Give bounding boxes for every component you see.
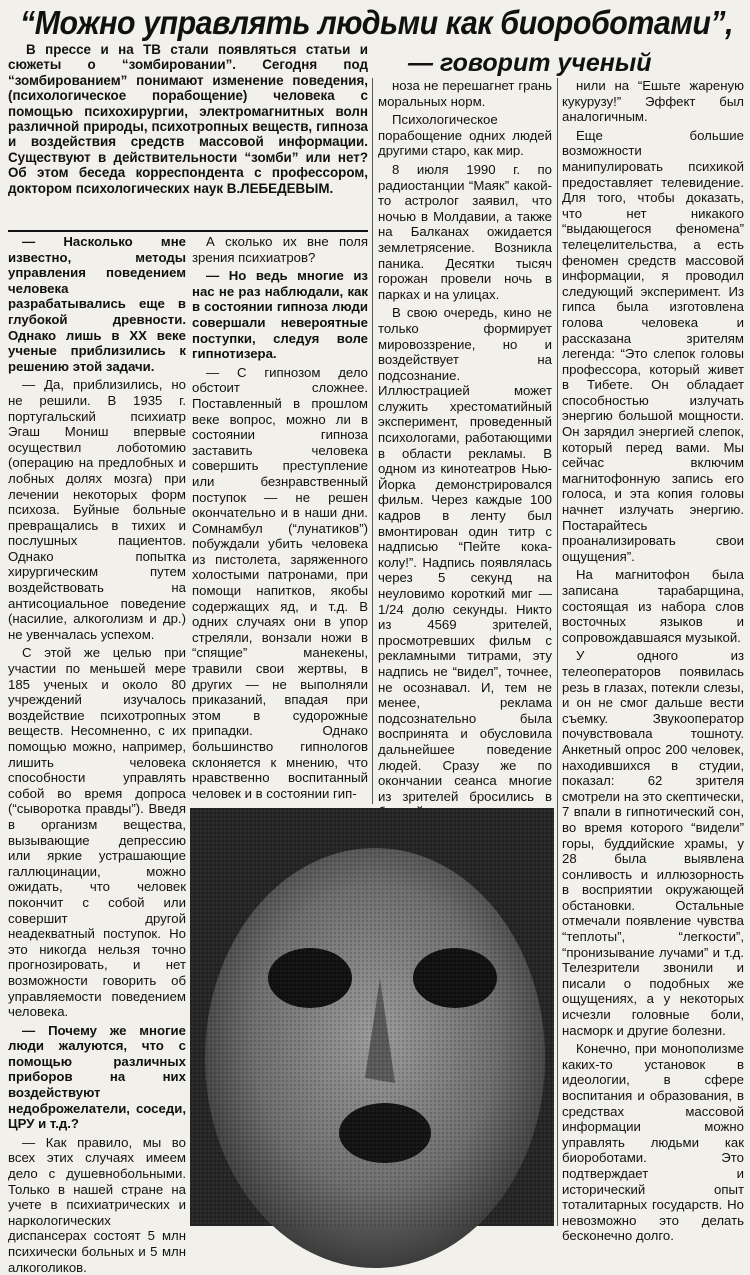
article-subhead: — говорит ученый [408, 49, 652, 77]
body-paragraph: — Да, приблизились, но не решили. В 1935 г. португальский психиатр Эгаш Мониш впервые осуществил лоботомию (операцию на предлобных и лобных долях мозга) при лечении некоторых форм психоза. Буйные больные превращались в тихих и послушных пациентов. Однако попытка хирургическим путем воздействовать на антисоциальное поведение (насилие, алкоголизм и др.) не увенчалась успехом. [8, 377, 186, 642]
body-paragraph: ноза не перешагнет грань моральных норм. [378, 78, 552, 109]
column-4 [562, 78, 744, 1244]
body-paragraph: На магнитофон была записана тарабарщина, состоящая из набора слов восточных языков и сопровождавшаяся музыкой. [562, 567, 744, 645]
column-1 [8, 234, 186, 1275]
body-paragraph: Конечно, при монополизме каких-то установок в идеологии, в сфере воспитания и образования, в средствах массовой информации можно управлять людьми как биороботами. Это подтверждает и исторический опыт тоталитарных государств. Но невозможно это делать бесконечно долго. [562, 1041, 744, 1244]
question-paragraph: — Насколько мне известно, методы управления поведением человека разрабатывались еще в глубокой древности. Однако лишь в XX веке ученые приблизились к решению этой задачи. [8, 234, 186, 374]
body-paragraph: А сколько их вне поля зрения психиатров? [192, 234, 368, 265]
column-2 [192, 234, 368, 804]
article-headline: “Можно управлять людьми как биороботами”, [20, 4, 734, 41]
article-lead [8, 42, 368, 196]
body-paragraph: У одного из телеоператоров появилась резь в глазах, потекли слезы, и он не смог дальше вести съемку. Звукооператор почувствовала тошноту. Анкетный опрос 200 человек, находившихся в студии, показал: 62 зрителя смотрели на это скептически, 7 впали в гипнотический сон, во время которого “видели” горы, буддийские храмы, у 28 была выявлена сонливость и иллюзорность в восприятии окружающей обстановки. Остальные отмечали появление чувства “теплоты”, “легкости”, “пронизывание лучами” и т.д. Телезрители звонили и писали о подобных же ощущениях, а у некоторых исчезли головные боли, насморк и другие болезни. [562, 648, 744, 1038]
body-paragraph: 8 июля 1990 г. по радиостанции “Маяк” какой-то астролог заявил, что ночью в Молдавии, а также на Балканах ожидается землетрясение. Возникла паника. Десятки тысяч горожан провели ночь в парках и на улицах. [378, 161, 552, 302]
body-paragraph: В свою очередь, кино не только формирует мировоззрение, но и воздействует на подсознание. Иллюстрацией может служить хрестоматийный эксперимент, проведенный психологами, работающими в области рекламы. В одном из кинотеатров Нью-Йорка демонстрировался фильм. Через каждые 100 кадров в ленту был вмонтирован один титр с надписью “Пейте кока-колу!”. Надпись появлялась через 5 секунд на неуловимо короткий миг — 1/24 долю секунды. Никто из 4569 зрителей, просмотревших фильм с рекламными титрами, эту надпись не “видел”, точнее, не осознавал. И, тем не менее, реклама подсознательно была воспринята и обусловила дальнейшее поведение людей. Сразу же по окончании сеанса многие из зрителей бросились в [378, 305, 552, 804]
body-paragraph: С этой же целью при участии по меньшей мере 185 ученых и около 80 учреждений изучалось воздействие психотропных веществ. Несомненно, с их помощью можно, например, лишить человека способности управлять собой во время допроса (“сыворотка правды”). Введя в организм вещества, вызывающие депрессию или яркие устрашающие галлюцинации, можно ожидать, что человек покончит с собой или совершит другой неадекватный поступок. Но это никогда нельзя точно прогнозировать, и нет возможности говорить об управляемости поведением человека. [8, 645, 186, 1020]
column-divider [557, 78, 558, 1226]
body-paragraph: — Как правило, мы во всех этих случаях имеем дело с душевнобольными. Только в нашей стране на учете в психиатрических и наркологических диспансерах состоят 5 млн психически больных и 5 млн алкоголиков. [8, 1134, 186, 1275]
question-paragraph: — Но ведь многие из нас не раз наблюдали, как в состоянии гипноза люди совершали невероятные поступки, следуя воле гипнотизера. [192, 268, 368, 362]
body-paragraph: Психологическое порабощение одних людей другими старо, как мир. [378, 112, 552, 159]
body-paragraph: нили на “Ешьте жареную кукурузу!” Эффект был аналогичным. [562, 78, 744, 125]
lead-paragraph: В прессе и на ТВ стали появляться статьи и сюжеты о “зомбировании”. Сегодня под “зомбированием” понимают изменение поведения, (психологическое порабощение) человека с помощью психохирургии, электромагнитных волн различной природы, психотропных веществ, гипноза и воздействия средств массовой информации. Существуют в действительности “зомби” или нет? Об этом беседа корреспондента с профессором, доктором психологических наук В.ЛЕБЕДЕВЫМ. [8, 42, 368, 196]
lead-rule [8, 230, 368, 232]
plaster-head-photo [190, 808, 554, 1226]
question-paragraph: — Почему же многие люди жалуются, что с помощью различных приборов на них воздействуют недоброжелатели, соседи, ЦРУ и т.д.? [8, 1022, 186, 1132]
column-3 [378, 78, 552, 804]
body-paragraph: Еще большие возможности манипулировать психикой предоставляет телевидение. Для того, чтобы доказать, что нет никакого “выдающегося феномена” телецелительства, а есть феномен средств массовой информации, я проводил следующий эксперимент. Из гипса была изготовлена голова человека и рассказана зрителям легенда: “Это слепок головы профессора, который живет в Тибете. Он обладает способностью излучать энергию большой мощности. Он зарядил энергией слепок, который перед вами. Мы сейчас включим магнитофонную запись его голоса, и эта копия головы начнет излучать энергию. Постарайтесь проанализировать свои ощущения”. [562, 127, 744, 564]
column-divider [372, 78, 373, 804]
body-paragraph: — С гипнозом дело обстоит сложнее. Поставленный в прошлом веке вопрос, можно ли в состоянии гипноза заставить человека совершить преступление или безнравственный поступок — не решен окончательно и в наши дни. Сомнамбул (“лунатиков”) побуждали убить человека из пистолета, заряженного холостыми патронами, при помощи напитков, якобы содержащих яд, и т.д. В одних случаях они в упор стреляли, вонзали ножи в “спящие” манекены, травили свои жертвы, в других — не выполняли приказаний, впадая при этом в судорожные припадки. Однако большинство гипнологов склоняется к мнению, что нравственно воспитанный человек и в состоянии гип- [192, 364, 368, 801]
